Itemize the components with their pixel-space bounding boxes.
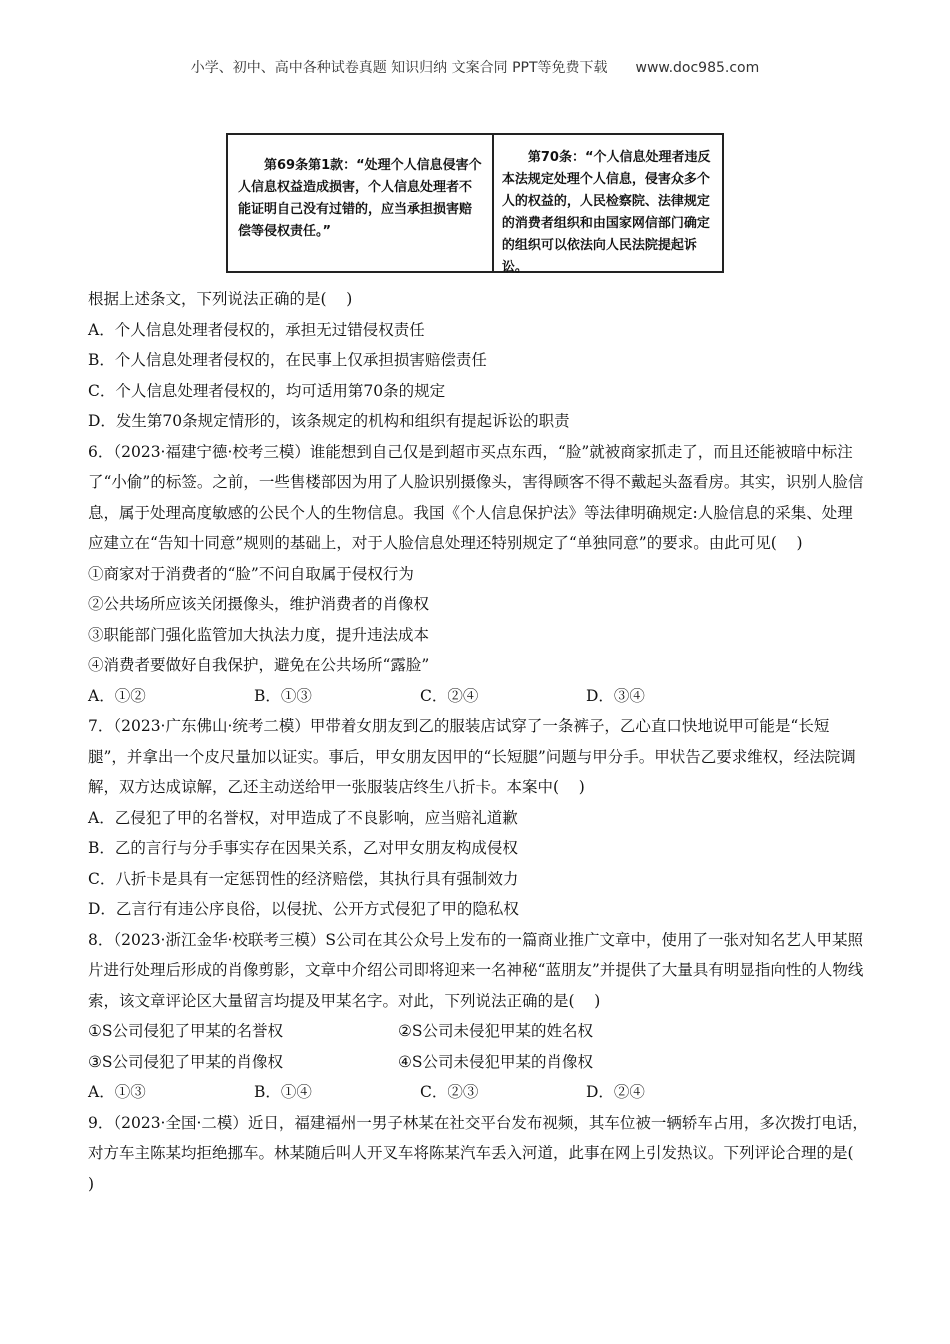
q5-option-c: C．个人信息处理者侵权的，均可适用第70条的规定 (88, 381, 446, 400)
q8-statement-3: ③S公司侵犯了甲某的肖像权 (88, 1052, 284, 1071)
q6-statement-2: ②公共场所应该关闭摄像头，维护消费者的肖像权 (88, 595, 430, 613)
q6-options (88, 681, 868, 712)
q8-statements-row-1 (88, 1016, 868, 1047)
article-69-cell: 第69条第1款：“处理个人信息侵害个人信息权益造成损害，个人信息处理者不能证明自己没有过错的，应当承担损害赔偿等侵权责任。” (228, 135, 494, 271)
q6-statement-4: ④消费者要做好自我保护，避免在公共场所“露脸” (88, 656, 430, 674)
q5-stem: 根据上述条文，下列说法正确的是( ) (88, 290, 353, 308)
q8-option-c: C．②③ (420, 1083, 479, 1101)
q8-option-b: B．①④ (254, 1083, 312, 1101)
q8-option-a: A．①③ (88, 1083, 146, 1101)
q8-statement-4: ④S公司未侵犯甲某的肖像权 (398, 1052, 594, 1071)
q7-stem: 7．（2023·广东佛山·统考二模）甲带着女朋友到乙的服装店试穿了一条裤子，乙心直口快地说甲可能是“长短腿”，并拿出一个皮尺量加以证实。事后，甲女朋友因甲的“长短腿”问题与甲分手。甲状告乙要求维权，经法院调解，双方达成谅解，乙还主动送给甲一张服装店终生八折卡。本案中( ) (88, 717, 856, 796)
q6-option-d: D．③④ (586, 686, 645, 705)
q6-option-b: B．①③ (254, 686, 312, 705)
q6-statement-3: ③职能部门强化监管加大执法力度，提升违法成本 (88, 625, 430, 644)
q8-option-d: D．②④ (586, 1083, 645, 1101)
q5-option-b: B．个人信息处理者侵权的，在民事上仅承担损害赔偿责任 (88, 351, 487, 369)
q6-option-c: C．②④ (420, 686, 479, 705)
q5-option-a: A．个人信息处理者侵权的，承担无过错侵权责任 (88, 320, 425, 339)
header-text: 小学、初中、高中各种试卷真题 知识归纳 文案合同 PPT等免费下载 (190, 60, 608, 76)
q6-option-a: A．①② (88, 686, 146, 705)
q8-options (88, 1077, 868, 1108)
q7-option-d: D．乙言行有违公序良俗，以侵扰、公开方式侵犯了甲的隐私权 (88, 900, 519, 918)
question-content (88, 284, 874, 1199)
q7-option-b: B．乙的言行与分手事实存在因果关系，乙对甲女朋友构成侵权 (88, 839, 518, 857)
q6-stem: 6．（2023·福建宁德·校考三模）谁能想到自己仅是到超市买点东西，“脸”就被商家抓走了，而且还能被暗中标注了“小偷”的标签。之前，一些售楼部因为用了人脸识别摄像头，害得顾客不得不戴起头盔看房。其实，识别人脸信息，属于处理高度敏感的公民个人的生物信息。我国《个人信息保护法》等法律明确规定:人脸信息的采集、处理应建立在“告知十同意”规则的基础上，对于人脸信息处理还特别规定了“单独同意”的要求。由此可见( ) (88, 442, 864, 552)
q5-option-d: D．发生第70条规定情形的，该条规定的机构和组织有提起诉讼的职责 (88, 412, 570, 430)
q8-stem: 8．（2023·浙江金华·校联考三模）S公司在其公众号上发布的一篇商业推广文章中，使用了一张对知名艺人甲某照片进行处理后形成的肖像剪影，文章中介绍公司即将迎来一名神秘“蓝朋友”并提供了大量具有明显指向性的人物线索，该文章评论区大量留言均提及甲某名字。对此，下列说法正确的是( ) (88, 930, 864, 1010)
q9-stem: 9．（2023·全国·二模）近日，福建福州一男子林某在社交平台发布视频，其车位被一辆轿车占用，多次拨打电话，对方车主陈某均拒绝挪车。林某随后叫人开叉车将陈某汽车丢入河道，此事在网上引发热议。下列评论合理的是( ) (88, 1113, 874, 1193)
article-70-cell: 第70条：“个人信息处理者违反本法规定处理个人信息，侵害众多个人的权益的，人民检察院、法律规定的消费者组织和由国家网信部门确定的组织可以依法向人民法院提起诉讼。 (501, 150, 711, 275)
q6-statement-1: ①商家对于消费者的“脸”不问自取属于侵权行为 (88, 564, 414, 583)
page-header (0, 57, 950, 77)
q7-option-a: A．乙侵犯了甲的名誉权，对甲造成了不良影响，应当赔礼道歉 (88, 808, 518, 827)
header-site-link[interactable]: www.doc985.com (635, 60, 760, 76)
q8-statements-row-2 (88, 1047, 868, 1078)
q7-option-c: C．八折卡是具有一定惩罚性的经济赔偿，其执行具有强制效力 (88, 869, 519, 888)
law-article-box (226, 133, 724, 273)
q8-statement-2: ②S公司未侵犯甲某的姓名权 (398, 1022, 594, 1040)
q8-statement-1: ①S公司侵犯了甲某的名誉权 (88, 1022, 284, 1040)
